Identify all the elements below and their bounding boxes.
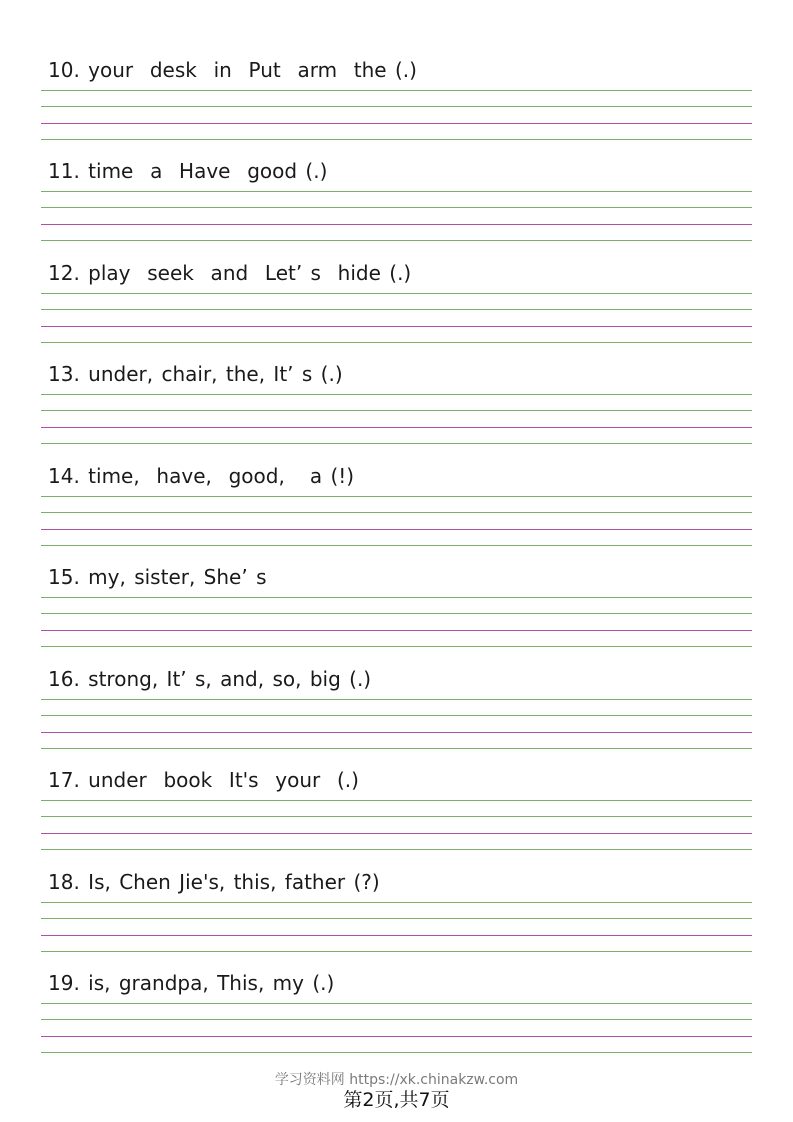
writing-midline	[41, 732, 752, 733]
question-19	[0, 969, 793, 1070]
question-14	[0, 462, 793, 563]
question-16	[0, 665, 793, 766]
question-11	[0, 157, 793, 258]
source-watermark: 学习资料网 https://xk.chinakzw.com	[274, 1072, 519, 1088]
writing-line	[41, 1019, 752, 1020]
writing-midline	[41, 630, 752, 631]
question-text: 14. time, have, good, a (!)	[48, 464, 355, 488]
writing-line	[41, 800, 752, 801]
writing-line	[41, 512, 752, 513]
writing-line	[41, 715, 752, 716]
writing-line	[41, 1052, 752, 1053]
question-13	[0, 360, 793, 461]
writing-line	[41, 902, 752, 903]
question-17	[0, 766, 793, 867]
writing-midline	[41, 529, 752, 530]
writing-line	[41, 410, 752, 411]
writing-line	[41, 496, 752, 497]
writing-midline	[41, 833, 752, 834]
writing-line	[41, 394, 752, 395]
writing-line	[41, 240, 752, 241]
question-text: 17. under book It's your (.)	[48, 768, 359, 792]
page-number: 第2页,共7页	[343, 1089, 450, 1111]
question-18	[0, 868, 793, 969]
writing-line	[41, 748, 752, 749]
writing-line	[41, 545, 752, 546]
question-text: 15. my, sister, She’ s	[48, 565, 267, 589]
writing-line	[41, 293, 752, 294]
writing-midline	[41, 935, 752, 936]
writing-line	[41, 90, 752, 91]
question-text: 12. play seek and Let’ s hide (.)	[48, 261, 412, 285]
writing-line	[41, 597, 752, 598]
writing-line	[41, 951, 752, 952]
writing-line	[41, 106, 752, 107]
writing-line	[41, 918, 752, 919]
writing-line	[41, 816, 752, 817]
question-12	[0, 259, 793, 360]
writing-midline	[41, 224, 752, 225]
writing-midline	[41, 123, 752, 124]
writing-line	[41, 309, 752, 310]
question-text: 13. under, chair, the, It’ s (.)	[48, 362, 343, 386]
writing-line	[41, 646, 752, 647]
writing-midline	[41, 326, 752, 327]
question-text: 11. time a Have good (.)	[48, 159, 328, 183]
writing-midline	[41, 427, 752, 428]
writing-line	[41, 613, 752, 614]
writing-line	[41, 139, 752, 140]
question-text: 19. is, grandpa, This, my (.)	[48, 971, 335, 995]
writing-line	[41, 443, 752, 444]
writing-line	[41, 849, 752, 850]
writing-midline	[41, 1036, 752, 1037]
question-text: 16. strong, It’ s, and, so, big (.)	[48, 667, 372, 691]
writing-line	[41, 207, 752, 208]
writing-line	[41, 1003, 752, 1004]
writing-line	[41, 342, 752, 343]
question-15	[0, 563, 793, 664]
writing-line	[41, 699, 752, 700]
question-text: 18. Is, Chen Jie's, this, father (?)	[48, 870, 380, 894]
question-10	[0, 56, 793, 157]
question-text: 10. your desk in Put arm the (.)	[48, 58, 417, 82]
writing-line	[41, 191, 752, 192]
